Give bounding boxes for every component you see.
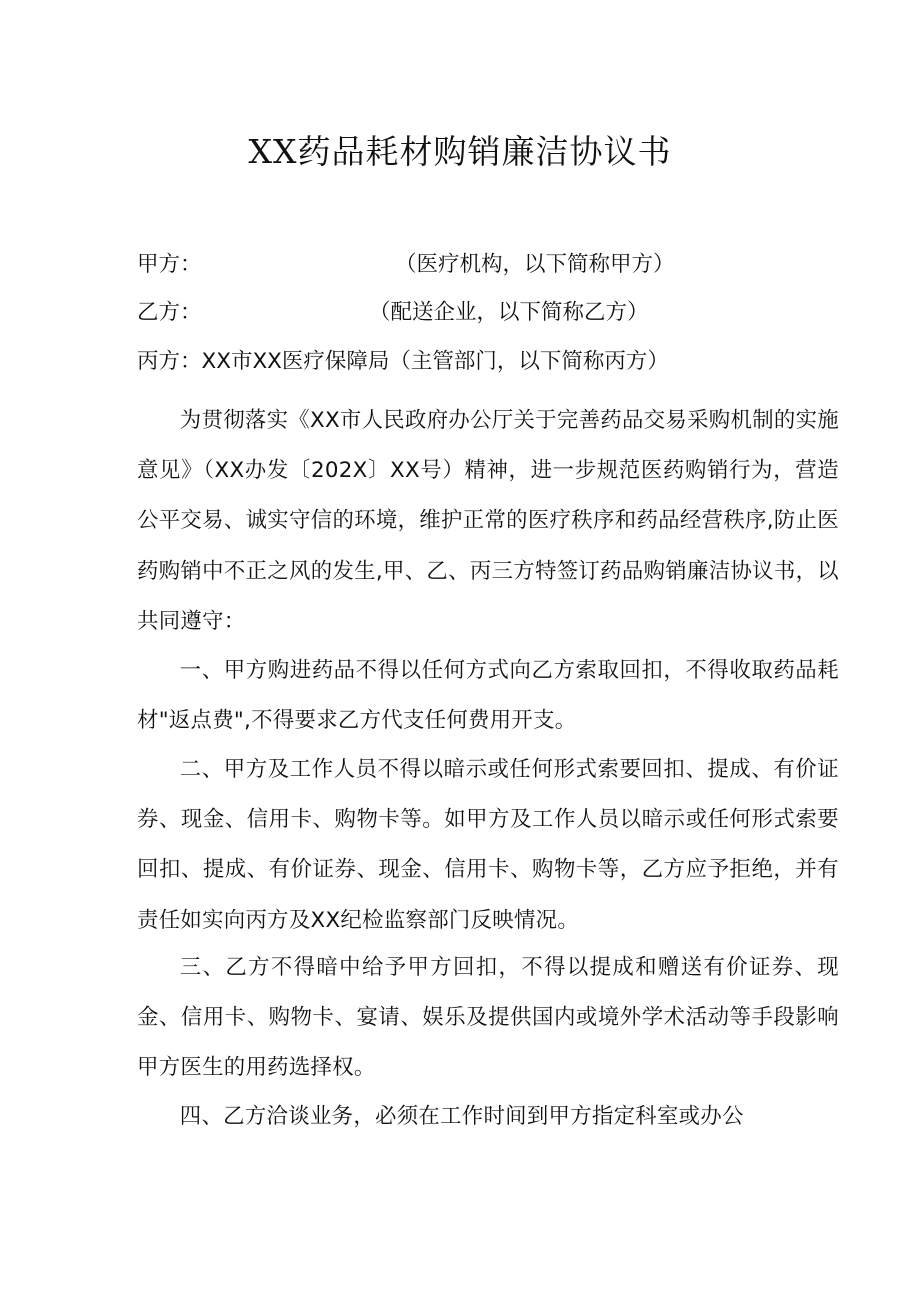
document-title: XX药品耗材购销廉洁协议书 (248, 132, 672, 171)
clause-1-paragraph: 一、甲方购进药品不得以任何方式向乙方索取回扣，不得收取药品耗材"返点费",不得要求乙方代支任何费用开支。 (137, 658, 839, 734)
clause-4-paragraph: 四、乙方洽谈业务，必须在工作时间到甲方指定科室或办公 (179, 1104, 744, 1129)
clause-2-paragraph: 二、甲方及工作人员不得以暗示或任何形式索要回扣、提成、有价证券、现金、信用卡、购物卡等。如甲方及工作人员以暗示或任何形式索要回扣、提成、有价证券、现金、信用卡、购物卡等，乙方应予拒绝，并有责任如实向丙方及XX纪检监察部门反映情况。 (137, 757, 839, 933)
party-a-label: 甲方： (137, 252, 202, 277)
party-c-line: 丙方：XX市XX医疗保障局（主管部门，以下简称丙方） (137, 349, 669, 374)
preamble-paragraph: 为贯彻落实《XX市人民政府办公厅关于完善药品交易采购机制的实施意见》（XX办发〔202X〕XX号）精神，进一步规范医药购销行为，营造公平交易、诚实守信的环境，维护正常的医疗秩序和药品经营秩序,防止医药购销中不正之风的发生,甲、乙、丙三方特签订药品购销廉洁协议书，以共同遵守： (137, 408, 839, 634)
party-b-label: 乙方： (137, 300, 202, 325)
clause-3-paragraph: 三、乙方不得暗中给予甲方回扣，不得以提成和赠送有价证券、现金、信用卡、购物卡、宴请、娱乐及提供国内或境外学术活动等手段影响甲方医生的用药选择权。 (137, 955, 839, 1081)
party-b-note: （配送企业，以下简称乙方） (369, 300, 649, 325)
party-a-note: （医疗机构，以下简称甲方） (395, 252, 675, 277)
